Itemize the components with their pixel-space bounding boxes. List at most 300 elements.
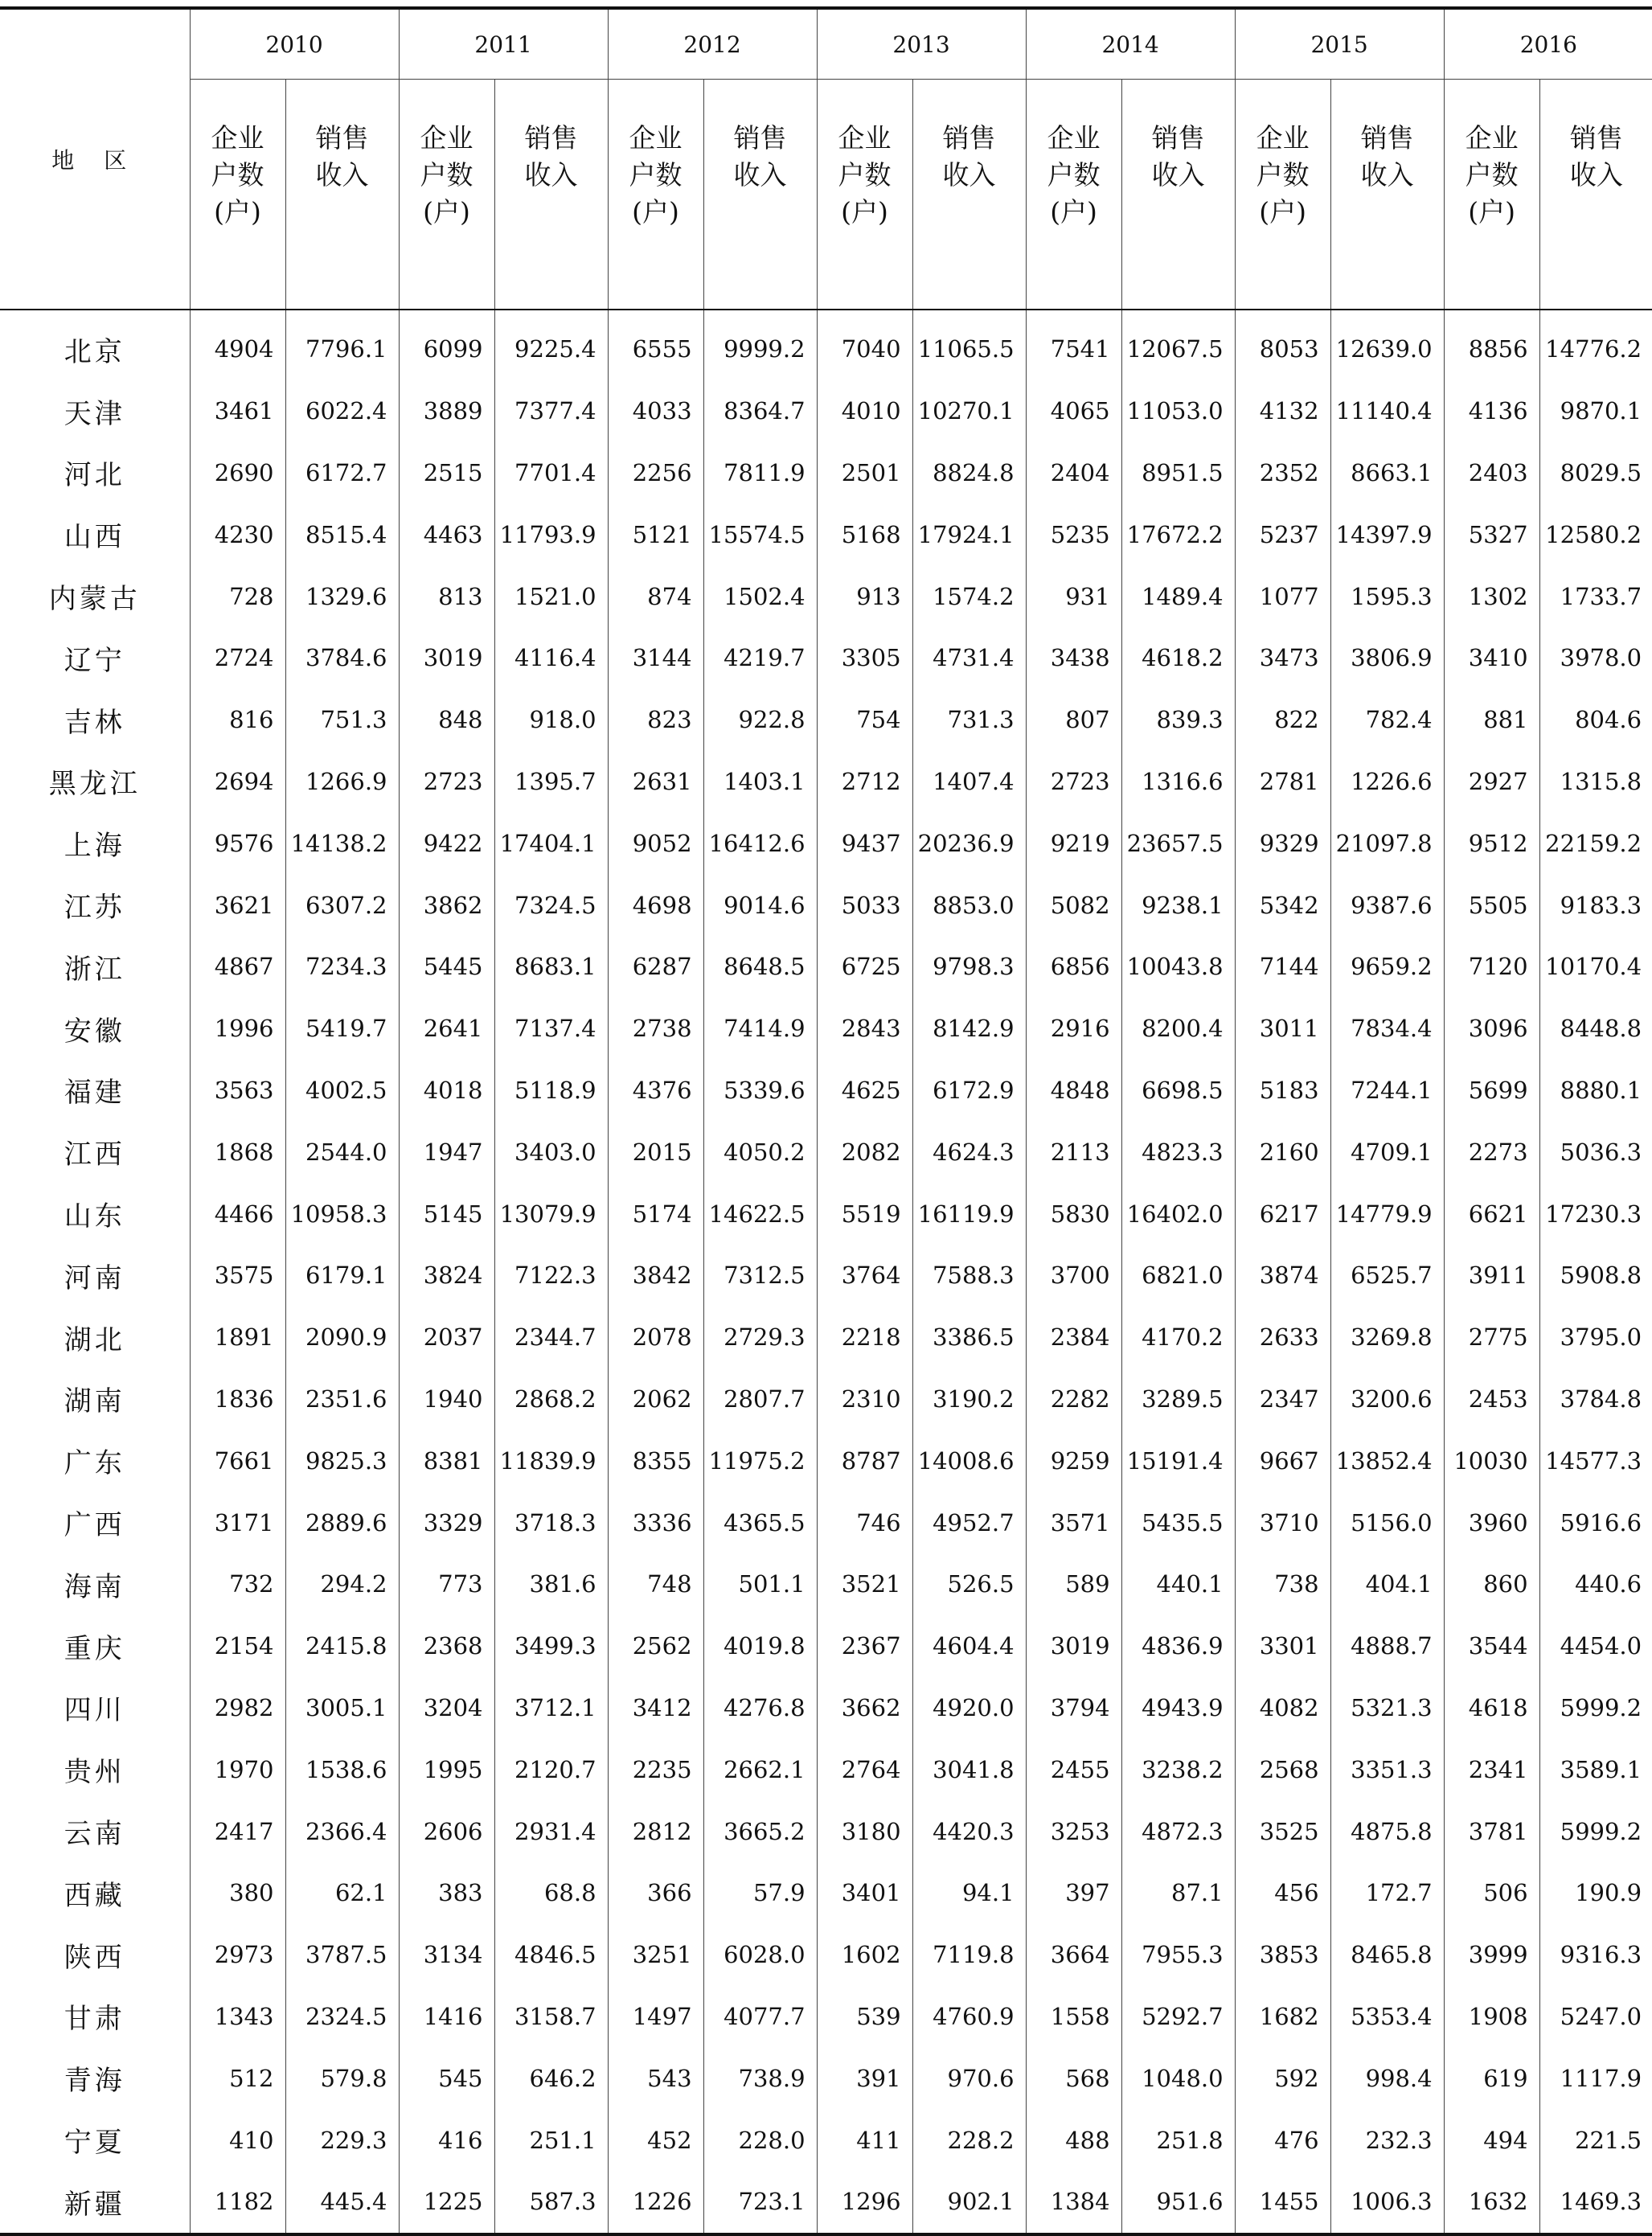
header-enterprises-line: 户数 <box>838 159 892 191</box>
enterprises-cell: 2384 <box>1026 1307 1121 1368</box>
enterprises-cell: 4848 <box>1026 1060 1121 1122</box>
table-row <box>0 565 1652 627</box>
sales-cell: 4077.7 <box>703 1986 817 2048</box>
table-row <box>0 1862 1652 1924</box>
enterprises-cell: 2455 <box>1026 1738 1121 1800</box>
sales-cell: 11839.9 <box>494 1430 608 1491</box>
header-enterprises-2011 <box>399 80 494 310</box>
sales-cell: 2931.4 <box>494 1800 608 1862</box>
enterprises-cell: 5327 <box>1444 503 1539 565</box>
sales-cell: 1266.9 <box>285 751 399 813</box>
sales-cell: 731.3 <box>912 689 1026 751</box>
enterprises-cell: 1302 <box>1444 565 1539 627</box>
header-sales-2014 <box>1121 80 1235 310</box>
enterprises-cell: 4904 <box>190 310 285 380</box>
sales-cell: 4875.8 <box>1330 1800 1444 1862</box>
header-enterprises-line: 企业 <box>1047 122 1101 154</box>
sales-cell: 3190.2 <box>912 1368 1026 1430</box>
header-enterprises-2012 <box>608 80 703 310</box>
header-enterprises-line: 企业 <box>1465 122 1519 154</box>
enterprises-cell: 5830 <box>1026 1183 1121 1245</box>
sales-cell: 87.1 <box>1121 1862 1235 1924</box>
sales-cell: 4709.1 <box>1330 1121 1444 1183</box>
enterprises-cell: 1940 <box>399 1368 494 1430</box>
enterprises-cell: 2723 <box>1026 751 1121 813</box>
region-cell: 安徽 <box>64 1015 125 1048</box>
enterprises-cell: 2568 <box>1235 1738 1330 1800</box>
sales-cell: 7588.3 <box>912 1245 1026 1307</box>
header-enterprises-2014 <box>1026 80 1121 310</box>
sales-cell: 5321.3 <box>1330 1677 1444 1739</box>
sales-cell: 5156.0 <box>1330 1491 1444 1553</box>
sales-cell: 7119.8 <box>912 1924 1026 1986</box>
sales-cell: 10170.4 <box>1539 936 1652 998</box>
enterprises-cell: 3862 <box>399 874 494 936</box>
enterprises-cell: 2916 <box>1026 998 1121 1060</box>
enterprises-cell: 476 <box>1235 2109 1330 2171</box>
sales-cell: 2889.6 <box>285 1491 399 1553</box>
enterprises-cell: 3011 <box>1235 998 1330 1060</box>
sales-cell: 12639.0 <box>1330 310 1444 380</box>
enterprises-cell: 9667 <box>1235 1430 1330 1491</box>
enterprises-cell: 881 <box>1444 689 1539 751</box>
sales-cell: 68.8 <box>494 1862 608 1924</box>
region-cell: 西藏 <box>64 1879 125 1912</box>
enterprises-cell: 3412 <box>608 1677 703 1739</box>
sales-cell: 9387.6 <box>1330 874 1444 936</box>
sales-cell: 2324.5 <box>285 1986 399 2048</box>
sales-cell: 57.9 <box>703 1862 817 1924</box>
enterprises-cell: 6856 <box>1026 936 1121 998</box>
sales-cell: 4624.3 <box>912 1121 1026 1183</box>
sales-cell: 13079.9 <box>494 1183 608 1245</box>
enterprises-cell: 1908 <box>1444 1986 1539 2048</box>
region-cell: 新疆 <box>0 2171 190 2234</box>
enterprises-cell: 2606 <box>399 1800 494 1862</box>
enterprises-cell: 823 <box>608 689 703 751</box>
sales-cell: 7414.9 <box>703 998 817 1060</box>
enterprises-cell: 3096 <box>1444 998 1539 1060</box>
sales-cell: 7811.9 <box>703 442 817 504</box>
enterprises-cell: 3171 <box>190 1491 285 1553</box>
sales-cell: 526.5 <box>912 1553 1026 1615</box>
sales-cell: 7796.1 <box>285 310 399 380</box>
header-year-2014: 2014 <box>1026 8 1235 80</box>
sales-cell: 9225.4 <box>494 310 608 380</box>
sales-cell: 16412.6 <box>703 812 817 874</box>
sales-cell: 1538.6 <box>285 1738 399 1800</box>
sales-cell: 5999.2 <box>1539 1800 1652 1862</box>
region-cell: 贵州 <box>64 1756 125 1789</box>
sales-cell: 22159.2 <box>1539 812 1652 874</box>
sales-cell: 4846.5 <box>494 1924 608 1986</box>
sales-cell: 9238.1 <box>1121 874 1235 936</box>
sales-cell: 1048.0 <box>1121 2047 1235 2109</box>
sales-cell: 4019.8 <box>703 1615 817 1677</box>
sales-cell: 1117.9 <box>1539 2047 1652 2109</box>
region-cell: 江西 <box>64 1139 125 1171</box>
enterprises-cell: 5235 <box>1026 503 1121 565</box>
enterprises-cell: 4625 <box>817 1060 912 1122</box>
data-table <box>0 6 1652 2236</box>
header-sales-2012 <box>703 80 817 310</box>
sales-cell: 5435.5 <box>1121 1491 1235 1553</box>
enterprises-cell: 3144 <box>608 627 703 689</box>
sales-cell: 15191.4 <box>1121 1430 1235 1491</box>
sales-cell: 3787.5 <box>285 1924 399 1986</box>
header-sales-2013 <box>912 80 1026 310</box>
enterprises-cell: 7144 <box>1235 936 1330 998</box>
enterprises-cell: 1182 <box>190 2171 285 2234</box>
sales-cell: 14779.9 <box>1330 1183 1444 1245</box>
sales-cell: 4276.8 <box>703 1677 817 1739</box>
table-row <box>0 689 1652 751</box>
enterprises-cell: 9576 <box>190 812 285 874</box>
sales-cell: 14776.2 <box>1539 310 1652 380</box>
enterprises-cell: 3329 <box>399 1491 494 1553</box>
sales-cell: 751.3 <box>285 689 399 751</box>
enterprises-cell: 3571 <box>1026 1491 1121 1553</box>
enterprises-cell: 2633 <box>1235 1307 1330 1368</box>
enterprises-cell: 9437 <box>817 812 912 874</box>
header-enterprises-line: (户) <box>1259 196 1306 228</box>
region-cell: 浙江 <box>64 953 125 986</box>
enterprises-cell: 3794 <box>1026 1677 1121 1739</box>
enterprises-cell: 380 <box>190 1862 285 1924</box>
sales-cell: 10043.8 <box>1121 936 1235 998</box>
header-year-2013: 2013 <box>817 8 1026 80</box>
sales-cell: 1329.6 <box>285 565 399 627</box>
sales-cell: 1403.1 <box>703 751 817 813</box>
enterprises-cell: 2235 <box>608 1738 703 1800</box>
enterprises-cell: 4230 <box>190 503 285 565</box>
header-year-2010: 2010 <box>190 8 399 80</box>
enterprises-cell: 3438 <box>1026 627 1121 689</box>
enterprises-cell: 488 <box>1026 2109 1121 2171</box>
sales-cell: 7137.4 <box>494 998 608 1060</box>
sales-cell: 251.1 <box>494 2109 608 2171</box>
enterprises-cell: 2062 <box>608 1368 703 1430</box>
region-cell: 湖北 <box>64 1323 125 1356</box>
sales-cell: 4002.5 <box>285 1060 399 1122</box>
region-cell: 河南 <box>64 1262 125 1294</box>
enterprises-cell: 3544 <box>1444 1615 1539 1677</box>
region-cell: 广东 <box>64 1447 125 1480</box>
enterprises-cell: 1416 <box>399 1986 494 2048</box>
sales-cell: 918.0 <box>494 689 608 751</box>
sales-cell: 62.1 <box>285 1862 399 1924</box>
sales-cell: 7312.5 <box>703 1245 817 1307</box>
header-enterprises-line: 企业 <box>838 122 892 154</box>
header-sales-line: 收入 <box>524 159 578 191</box>
header-sales-line: 销售 <box>1151 122 1205 154</box>
sales-cell: 1226.6 <box>1330 751 1444 813</box>
sales-cell: 9825.3 <box>285 1430 399 1491</box>
sales-cell: 3403.0 <box>494 1121 608 1183</box>
header-year-2016: 2016 <box>1444 8 1652 80</box>
sales-cell: 251.8 <box>1121 2109 1235 2171</box>
enterprises-cell: 452 <box>608 2109 703 2171</box>
sales-cell: 2351.6 <box>285 1368 399 1430</box>
enterprises-cell: 2982 <box>190 1677 285 1739</box>
table-row <box>0 1368 1652 1430</box>
sales-cell: 5419.7 <box>285 998 399 1060</box>
enterprises-cell: 5121 <box>608 503 703 565</box>
sales-cell: 8200.4 <box>1121 998 1235 1060</box>
enterprises-cell: 2843 <box>817 998 912 1060</box>
enterprises-cell: 1836 <box>190 1368 285 1430</box>
enterprises-cell: 3336 <box>608 1491 703 1553</box>
sales-cell: 12580.2 <box>1539 503 1652 565</box>
enterprises-cell: 3525 <box>1235 1800 1330 1862</box>
sales-cell: 8880.1 <box>1539 1060 1652 1122</box>
enterprises-cell: 2690 <box>190 442 285 504</box>
enterprises-cell: 5145 <box>399 1183 494 1245</box>
sales-cell: 4823.3 <box>1121 1121 1235 1183</box>
enterprises-cell: 589 <box>1026 1553 1121 1615</box>
region-cell: 四川 <box>64 1694 125 1727</box>
enterprises-cell: 4618 <box>1444 1677 1539 1739</box>
enterprises-cell: 410 <box>190 2109 285 2171</box>
enterprises-cell: 1891 <box>190 1307 285 1368</box>
sales-cell: 2729.3 <box>703 1307 817 1368</box>
enterprises-cell: 4018 <box>399 1060 494 1122</box>
enterprises-cell: 619 <box>1444 2047 1539 2109</box>
sales-cell: 8951.5 <box>1121 442 1235 504</box>
enterprises-cell: 6621 <box>1444 1183 1539 1245</box>
sales-cell: 1502.4 <box>703 565 817 627</box>
sales-cell: 11065.5 <box>912 310 1026 380</box>
table-row <box>0 1430 1652 1491</box>
sales-cell: 5916.6 <box>1539 1491 1652 1553</box>
sales-cell: 6698.5 <box>1121 1060 1235 1122</box>
header-sales-2016 <box>1539 80 1652 310</box>
enterprises-cell: 3911 <box>1444 1245 1539 1307</box>
header-sales-line: 收入 <box>1151 159 1205 191</box>
sales-cell: 2544.0 <box>285 1121 399 1183</box>
sales-cell: 8465.8 <box>1330 1924 1444 1986</box>
enterprises-cell: 6555 <box>608 310 703 380</box>
enterprises-cell: 5168 <box>817 503 912 565</box>
sales-cell: 4618.2 <box>1121 627 1235 689</box>
table-row <box>0 1677 1652 1739</box>
sales-cell: 804.6 <box>1539 689 1652 751</box>
enterprises-cell: 5342 <box>1235 874 1330 936</box>
header-enterprises-2013 <box>817 80 912 310</box>
enterprises-cell: 816 <box>190 689 285 751</box>
enterprises-cell: 539 <box>817 1986 912 2048</box>
enterprises-cell: 4867 <box>190 936 285 998</box>
header-year-2011: 2011 <box>399 8 608 80</box>
sales-cell: 381.6 <box>494 1553 608 1615</box>
sales-cell: 4604.4 <box>912 1615 1026 1677</box>
sales-cell: 3238.2 <box>1121 1738 1235 1800</box>
enterprises-cell: 3019 <box>399 627 494 689</box>
header-enterprises-2015 <box>1235 80 1330 310</box>
sales-cell: 15574.5 <box>703 503 817 565</box>
header-sales-line: 销售 <box>942 122 996 154</box>
enterprises-cell: 6099 <box>399 310 494 380</box>
enterprises-cell: 3251 <box>608 1924 703 1986</box>
table-row <box>0 1986 1652 2048</box>
enterprises-cell: 8856 <box>1444 310 1539 380</box>
sales-cell: 3158.7 <box>494 1986 608 2048</box>
header-sales-line: 销售 <box>1569 122 1623 154</box>
table-row <box>0 2047 1652 2109</box>
enterprises-cell: 9219 <box>1026 812 1121 874</box>
enterprises-cell: 416 <box>399 2109 494 2171</box>
table-row <box>0 1060 1652 1122</box>
enterprises-cell: 3960 <box>1444 1491 1539 1553</box>
region-cell: 天津 <box>64 397 125 430</box>
header-sales-2011 <box>494 80 608 310</box>
table-row <box>0 1553 1652 1615</box>
sales-cell: 8853.0 <box>912 874 1026 936</box>
table-row <box>0 874 1652 936</box>
enterprises-cell: 3461 <box>190 380 285 442</box>
header-enterprises-line: 企业 <box>629 122 683 154</box>
enterprises-cell: 8381 <box>399 1430 494 1491</box>
sales-cell: 5118.9 <box>494 1060 608 1122</box>
sales-cell: 6525.7 <box>1330 1245 1444 1307</box>
enterprises-cell: 4376 <box>608 1060 703 1122</box>
sales-cell: 6028.0 <box>703 1924 817 1986</box>
sales-cell: 9316.3 <box>1539 1924 1652 1986</box>
header-enterprises-line: (户) <box>632 196 679 228</box>
enterprises-cell: 2973 <box>190 1924 285 1986</box>
enterprises-cell: 397 <box>1026 1862 1121 1924</box>
enterprises-cell: 8787 <box>817 1430 912 1491</box>
enterprises-cell: 1995 <box>399 1738 494 1800</box>
sales-cell: 7701.4 <box>494 442 608 504</box>
enterprises-cell: 568 <box>1026 2047 1121 2109</box>
sales-cell: 4420.3 <box>912 1800 1026 1862</box>
enterprises-cell: 2341 <box>1444 1738 1539 1800</box>
enterprises-cell: 5505 <box>1444 874 1539 936</box>
sales-cell: 3718.3 <box>494 1491 608 1553</box>
sales-cell: 20236.9 <box>912 812 1026 874</box>
sales-cell: 17672.2 <box>1121 503 1235 565</box>
table-row <box>0 1924 1652 1986</box>
sales-cell: 3978.0 <box>1539 627 1652 689</box>
enterprises-cell: 1947 <box>399 1121 494 1183</box>
enterprises-cell: 4136 <box>1444 380 1539 442</box>
sales-cell: 190.9 <box>1539 1862 1652 1924</box>
enterprises-cell: 3134 <box>399 1924 494 1986</box>
header-enterprises-line: 户数 <box>629 159 683 191</box>
sales-cell: 294.2 <box>285 1553 399 1615</box>
header-enterprises-line: 企业 <box>211 122 264 154</box>
sales-cell: 5247.0 <box>1539 1986 1652 2048</box>
sales-cell: 3806.9 <box>1330 627 1444 689</box>
enterprises-cell: 366 <box>608 1862 703 1924</box>
sales-cell: 2868.2 <box>494 1368 608 1430</box>
sales-cell: 3712.1 <box>494 1677 608 1739</box>
enterprises-cell: 9512 <box>1444 812 1539 874</box>
enterprises-cell: 3874 <box>1235 1245 1330 1307</box>
sales-cell: 4219.7 <box>703 627 817 689</box>
sales-cell: 14397.9 <box>1330 503 1444 565</box>
enterprises-cell: 813 <box>399 565 494 627</box>
enterprises-cell: 807 <box>1026 689 1121 751</box>
enterprises-cell: 2352 <box>1235 442 1330 504</box>
table-row <box>0 1121 1652 1183</box>
enterprises-cell: 2078 <box>608 1307 703 1368</box>
sales-cell: 8663.1 <box>1330 442 1444 504</box>
region-cell: 广西 <box>64 1509 125 1542</box>
enterprises-cell: 1497 <box>608 1986 703 2048</box>
enterprises-cell: 9259 <box>1026 1430 1121 1491</box>
sales-cell: 4836.9 <box>1121 1615 1235 1677</box>
sales-cell: 7834.4 <box>1330 998 1444 1060</box>
header-enterprises-2010 <box>190 80 285 310</box>
sales-cell: 1733.7 <box>1539 565 1652 627</box>
enterprises-cell: 4463 <box>399 503 494 565</box>
table-row <box>0 1183 1652 1245</box>
enterprises-cell: 746 <box>817 1491 912 1553</box>
enterprises-cell: 773 <box>399 1553 494 1615</box>
header-enterprises-line: 企业 <box>420 122 473 154</box>
enterprises-cell: 5082 <box>1026 874 1121 936</box>
table-row <box>0 2171 1652 2234</box>
table-row <box>0 936 1652 998</box>
enterprises-cell: 2404 <box>1026 442 1121 504</box>
sales-cell: 23657.5 <box>1121 812 1235 874</box>
enterprises-cell: 3473 <box>1235 627 1330 689</box>
region-cell: 青海 <box>64 2065 125 2098</box>
sales-cell: 8364.7 <box>703 380 817 442</box>
enterprises-cell: 2562 <box>608 1615 703 1677</box>
sales-cell: 6821.0 <box>1121 1245 1235 1307</box>
enterprises-cell: 543 <box>608 2047 703 2109</box>
sales-cell: 12067.5 <box>1121 310 1235 380</box>
enterprises-cell: 1225 <box>399 2171 494 2234</box>
enterprises-cell: 2417 <box>190 1800 285 1862</box>
enterprises-cell: 748 <box>608 1553 703 1615</box>
enterprises-cell: 1558 <box>1026 1986 1121 2048</box>
enterprises-cell: 1682 <box>1235 1986 1330 2048</box>
sales-cell: 3005.1 <box>285 1677 399 1739</box>
enterprises-cell: 2453 <box>1444 1368 1539 1430</box>
header-sales-2015 <box>1330 80 1444 310</box>
sales-cell: 221.5 <box>1539 2109 1652 2171</box>
sales-cell: 922.8 <box>703 689 817 751</box>
enterprises-cell: 2641 <box>399 998 494 1060</box>
header-sales-line: 销售 <box>315 122 369 154</box>
sales-cell: 3289.5 <box>1121 1368 1235 1430</box>
sales-cell: 4454.0 <box>1539 1615 1652 1677</box>
enterprises-cell: 3764 <box>817 1245 912 1307</box>
sales-cell: 3351.3 <box>1330 1738 1444 1800</box>
sales-cell: 4872.3 <box>1121 1800 1235 1862</box>
header-enterprises-line: 户数 <box>1465 159 1519 191</box>
enterprises-cell: 738 <box>1235 1553 1330 1615</box>
enterprises-cell: 4033 <box>608 380 703 442</box>
sales-cell: 1006.3 <box>1330 2171 1444 2234</box>
sales-cell: 440.6 <box>1539 1553 1652 1615</box>
table-row <box>0 380 1652 442</box>
sales-cell: 11053.0 <box>1121 380 1235 442</box>
enterprises-cell: 3999 <box>1444 1924 1539 1986</box>
enterprises-cell: 931 <box>1026 565 1121 627</box>
enterprises-cell: 411 <box>817 2109 912 2171</box>
enterprises-cell: 3824 <box>399 1245 494 1307</box>
sales-cell: 8029.5 <box>1539 442 1652 504</box>
sales-cell: 94.1 <box>912 1862 1026 1924</box>
enterprises-cell: 3710 <box>1235 1491 1330 1553</box>
enterprises-cell: 494 <box>1444 2109 1539 2171</box>
header-sales-line: 收入 <box>733 159 787 191</box>
